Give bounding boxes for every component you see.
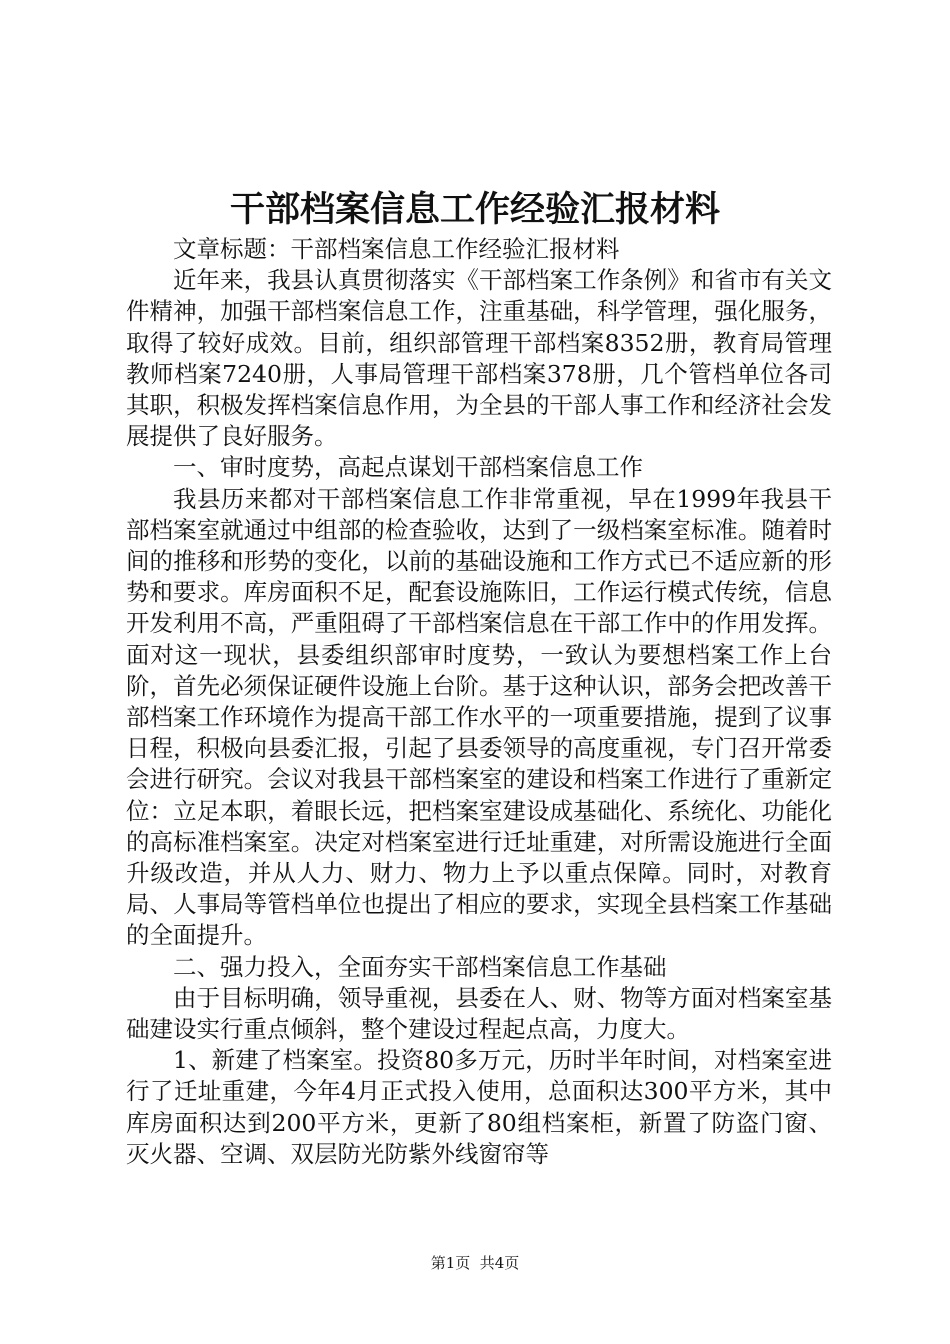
- paragraph-item-1: 1、新建了档案室。投资80多万元，历时半年时间，对档案室进行了迁址重建，今年4月正式投入使用，总面积达300平方米，其中库房面积达到200平方米，更新了80组档案柜，新置了防盗门窗、灭火器、空调、双层防光防紫外线窗帘等: [126, 1046, 832, 1168]
- section-heading-2: 二、强力投入，全面夯实干部档案信息工作基础: [173, 952, 667, 981]
- document-title: 干部档案信息工作经验汇报材料: [229, 189, 720, 230]
- paragraph-intro: 近年来，我县认真贯彻落实《干部档案工作条例》和省市有关文件精神，加强干部档案信息工作，注重基础，科学管理，强化服务，取得了较好成效。目前，组织部管理干部档案8352册，教育局管理教师档案7240册，人事局管理干部档案378册，几个管档单位各司其职，积极发挥档案信息作用，为全县的干部人事工作和经济社会发展提供了良好服务。: [126, 266, 832, 451]
- document-body: [126, 234, 832, 1170]
- paragraph-article-heading: 文章标题：干部档案信息工作经验汇报材料: [173, 235, 620, 263]
- page-footer: 第1页 共4页: [430, 1254, 520, 1272]
- section-heading-1: 一、审时度势，高起点谋划干部档案信息工作: [173, 453, 643, 482]
- paragraph-section-1: 我县历来都对干部档案信息工作非常重视，早在1999年我县干部档案室就通过中组部的检查验收，达到了一级档案室标准。随着时间的推移和形势的变化，以前的基础设施和工作方式已不适应新的形势和要求。库房面积不足，配套设施陈旧，工作运行模式传统，信息开发利用不高，严重阻碍了干部档案信息在干部工作中的作用发挥。面对这一现状，县委组织部审时度势，一致认为要想档案工作上台阶，首先必须保证硬件设施上台阶。基于这种认识，部务会把改善干部档案工作环境作为提高干部工作水平的一项重要措施，提到了议事日程，积极向县委汇报，引起了县委领导的高度重视，专门召开常委会进行研究。会议对我县干部档案室的建设和档案工作进行了重新定位：立足本职，着眼长远，把档案室建设成基础化、系统化、功能化的高标准档案室。决定对档案室进行迁址重建，对所需设施进行全面升级改造，并从人力、财力、物力上予以重点保障。同时，对教育局、人事局等管档单位也提出了相应的要求，实现全县档案工作基础的全面提升。: [126, 484, 832, 950]
- paragraph-section-2: 由于目标明确，领导重视，县委在人、财、物等方面对档案室基础建设实行重点倾斜，整个建设过程起点高，力度大。: [126, 983, 832, 1044]
